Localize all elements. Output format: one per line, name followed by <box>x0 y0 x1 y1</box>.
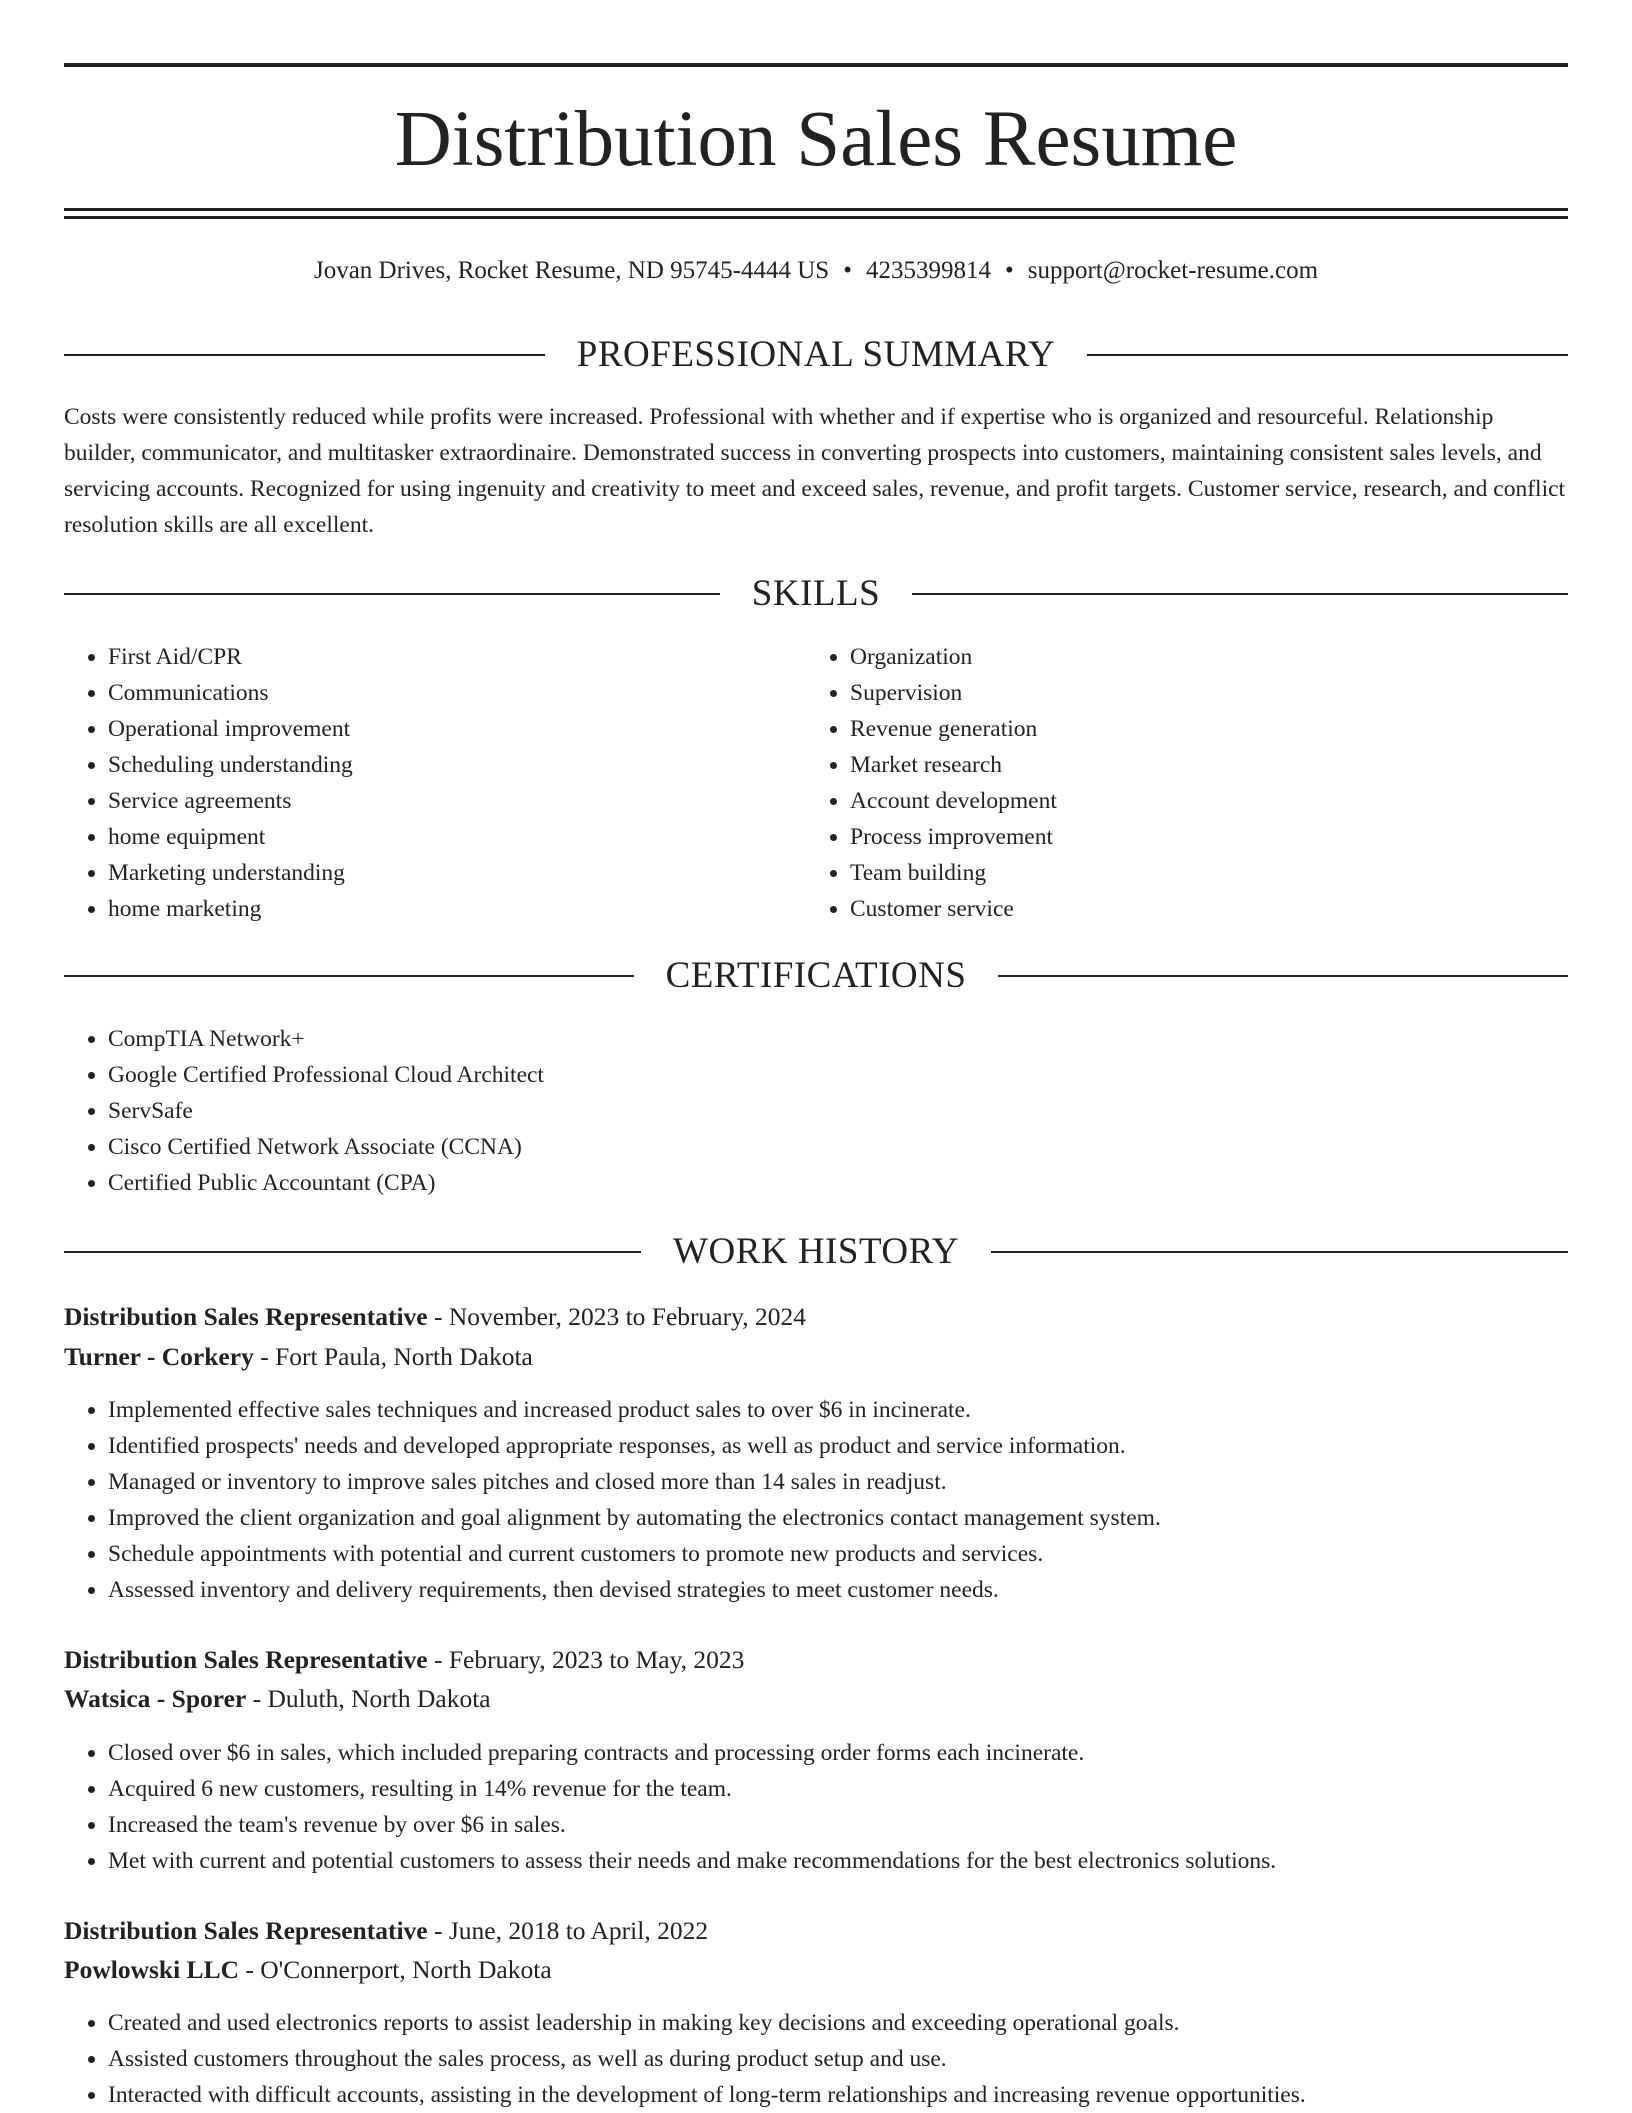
job-bullet: • Managed or inventory to improve sales pitches and closed more than 14 sales in readjust. <box>108 1464 1608 1500</box>
skills-list-left <box>64 639 788 927</box>
certification-item: • Certified Public Accountant (CPA) <box>108 1165 1548 1201</box>
job-bullet: • Increased the team's revenue by over $6 in sales. <box>108 1807 1608 1843</box>
summary-text: Costs were consistently reduced while profits were increased. Professional with whether and if expertise who is organized and resourceful. Relationship builder, communicator, and multitasker extraordinaire. Demonstrated success in converting prospects into customers, maintaining consistent sales levels, and servicing accounts. Recognized for using ingenuity and creativity to meet and exceed sales, revenue, and profit targets. Customer service, research, and conflict resolution skills are all excellent. <box>64 404 1566 538</box>
job-title: Distribution Sales Representative <box>64 1302 428 1331</box>
divider-line <box>912 593 1568 595</box>
job-company: Watsica - Sporer <box>64 1684 247 1713</box>
job-company: Powlowski LLC <box>64 1955 239 1984</box>
job-bullet: • Created and used electronics reports to assist leadership in making key decisions and exceeding operational goals. <box>108 2005 1608 2041</box>
skill-item: • Supervision <box>850 675 1550 711</box>
job-bullet: • Assisted customers throughout the sales process, as well as during product setup and use. <box>108 2041 1608 2077</box>
work-section-header <box>64 1230 1568 1274</box>
certification-item: • Cisco Certified Network Associate (CCNA) <box>108 1129 1548 1165</box>
divider-line <box>64 354 545 356</box>
divider-line <box>64 593 720 595</box>
job-title-line <box>64 1299 1568 1335</box>
certifications-heading: CERTIFICATIONS <box>665 955 967 996</box>
certification-item: • Google Certified Professional Cloud Architect <box>108 1057 1548 1093</box>
job-bullet: • Schedule appointments with potential and current customers to promote new products and services. <box>108 1536 1608 1572</box>
job-bullet: • Identified prospects' needs and developed appropriate responses, as well as product and service information. <box>108 1428 1608 1464</box>
skill-item: • First Aid/CPR <box>108 639 788 675</box>
contact-email: support@rocket-resume.com <box>1027 257 1319 284</box>
job-company-line <box>64 1339 1568 1375</box>
skills-heading: SKILLS <box>751 573 881 614</box>
skill-item: • Market research <box>850 747 1550 783</box>
skill-item: • Communications <box>108 675 788 711</box>
job-bullet: • Implemented effective sales techniques and increased product sales to over $6 in incinerate. <box>108 1392 1608 1428</box>
skill-item: • Team building <box>850 855 1550 891</box>
job-company-line <box>64 1681 1568 1717</box>
job-bullets <box>64 1735 1608 1879</box>
certifications-section-header <box>64 954 1568 998</box>
title-double-rule <box>64 208 1568 219</box>
job-dates: - February, 2023 to May, 2023 <box>427 1645 745 1674</box>
skills-section-header <box>64 572 1568 616</box>
skill-item: • Marketing understanding <box>108 855 788 891</box>
skill-item: • Account development <box>850 783 1550 819</box>
summary-heading: PROFESSIONAL SUMMARY <box>576 334 1056 375</box>
job-bullet: • Interacted with difficult accounts, assisting in the development of long-term relationships and increasing revenue opportunities. <box>108 2077 1608 2113</box>
job-bullet: • Improved the client organization and goal alignment by automating the electronics contact management system. <box>108 1500 1608 1536</box>
divider-line <box>998 975 1568 977</box>
certification-item: • ServSafe <box>108 1093 1548 1129</box>
job-title-line <box>64 1913 1568 1949</box>
job-location: - O'Connerport, North Dakota <box>239 1955 552 1984</box>
top-rule <box>64 63 1568 67</box>
certification-item: • CompTIA Network+ <box>108 1021 1548 1057</box>
skill-item: • Service agreements <box>108 783 788 819</box>
contact-separator: • <box>843 257 852 284</box>
skill-item: • Customer service <box>850 891 1550 927</box>
job-company: Turner - Corkery <box>64 1342 254 1371</box>
job-title: Distribution Sales Representative <box>64 1645 428 1674</box>
skill-item: • Operational improvement <box>108 711 788 747</box>
job-title-line <box>64 1642 1568 1678</box>
job-bullet: • Met with current and potential customers to assess their needs and make recommendations for the best electronics solutions. <box>108 1843 1608 1879</box>
job-bullets <box>64 2005 1608 2113</box>
job-dates: - November, 2023 to February, 2024 <box>427 1302 806 1331</box>
summary-section-header <box>64 333 1568 377</box>
job-title: Distribution Sales Representative <box>64 1916 428 1945</box>
skill-item: • home equipment <box>108 819 788 855</box>
job-bullet: • Acquired 6 new customers, resulting in 14% revenue for the team. <box>108 1771 1608 1807</box>
work-heading: WORK HISTORY <box>673 1231 959 1272</box>
job-location: - Fort Paula, North Dakota <box>253 1342 533 1371</box>
divider-line <box>64 975 634 977</box>
job-bullets <box>64 1392 1608 1608</box>
skill-item: • home marketing <box>108 891 788 927</box>
divider-line <box>64 1251 641 1253</box>
skill-item: • Process improvement <box>850 819 1550 855</box>
job-company-line <box>64 1952 1568 1988</box>
job-dates: - June, 2018 to April, 2022 <box>427 1916 709 1945</box>
divider-line <box>991 1251 1568 1253</box>
job-bullet: • Closed over $6 in sales, which included preparing contracts and processing order forms each incinerate. <box>108 1735 1608 1771</box>
contact-line <box>64 254 1568 288</box>
resume-title: Distribution Sales Resume <box>394 96 1238 183</box>
skill-item: • Scheduling understanding <box>108 747 788 783</box>
contact-phone: 4235399814 <box>865 257 991 284</box>
divider-line <box>1087 354 1568 356</box>
skill-item: • Revenue generation <box>850 711 1550 747</box>
contact-separator: • <box>1004 257 1014 284</box>
certifications-list <box>64 1021 1548 1201</box>
job-location: - Duluth, North Dakota <box>246 1684 491 1713</box>
skill-item: • Organization <box>850 639 1550 675</box>
skills-list-right <box>806 639 1550 927</box>
job-bullet: • Assessed inventory and delivery requirements, then devised strategies to meet customer needs. <box>108 1572 1608 1608</box>
contact-address: Jovan Drives, Rocket Resume, ND 95745-4444 US <box>313 257 830 284</box>
